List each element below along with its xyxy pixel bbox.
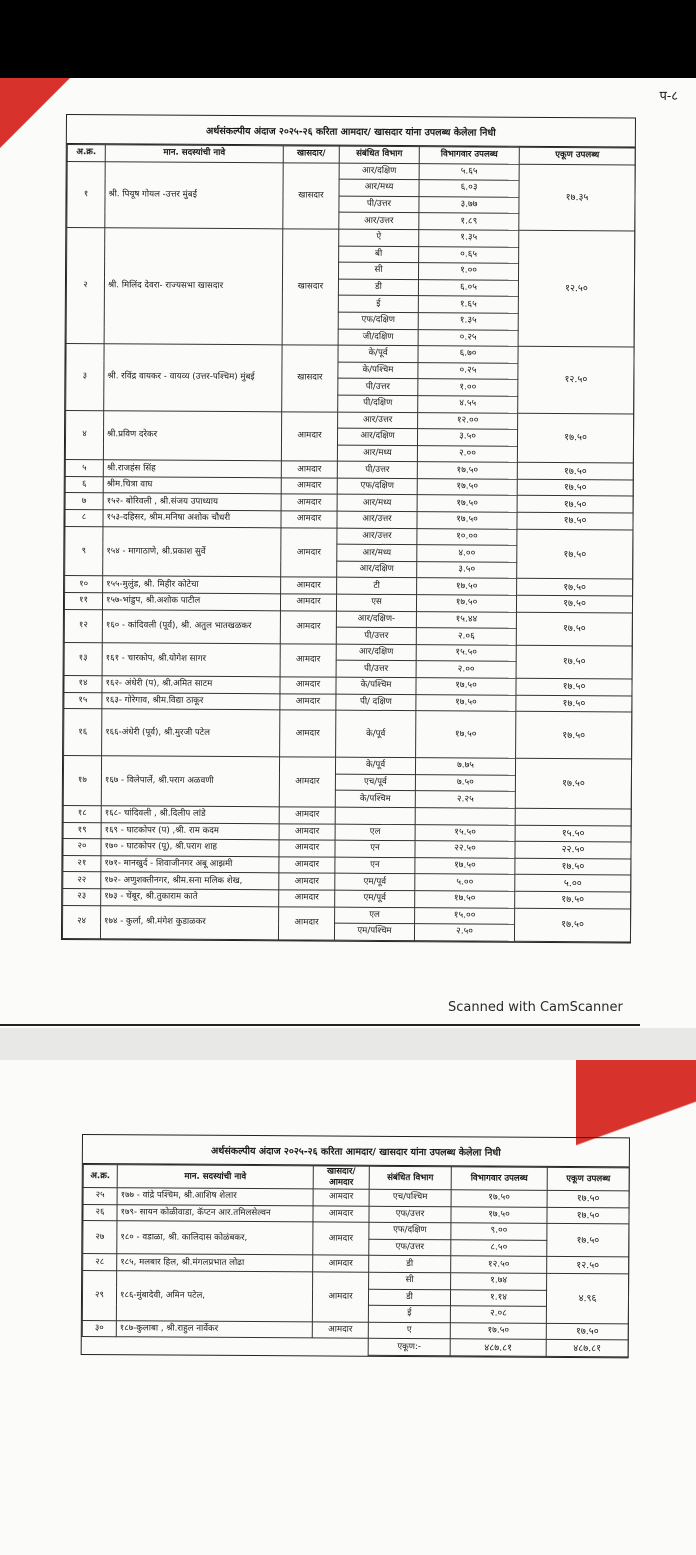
- dept-cell: डी: [338, 279, 418, 296]
- member-total: १२.५०: [547, 1257, 629, 1274]
- dept-cell: एल: [335, 824, 415, 841]
- dept-cell: ई: [338, 296, 418, 313]
- dept-cell: सी: [369, 1272, 451, 1289]
- member-sr: २२: [63, 872, 101, 889]
- member-type: आमदार: [280, 677, 336, 694]
- member-name: १७७ - वांद्रे पश्चिम, श्री.आशिष शेलार: [117, 1188, 313, 1206]
- member-total: १७.५०: [516, 645, 632, 679]
- wardwise-amount: २२.५०: [415, 841, 515, 858]
- member-total: ५.००: [515, 875, 631, 892]
- member-name: १७३ - चेंबूर, श्री.तुकाराम काते: [101, 889, 279, 907]
- wardwise-amount: २.०८: [450, 1306, 546, 1323]
- member-name: १५३-दहिसर, श्रीम.मनिषा अशोक चौधरी: [103, 510, 281, 528]
- wardwise-amount: १.३५: [418, 313, 518, 330]
- member-name: १८६-मुंबादेवी, अमिन पटेल,: [116, 1271, 312, 1322]
- member-sr: ७: [65, 493, 103, 510]
- member-sr: २९: [82, 1270, 116, 1320]
- scanned-page-2: [0, 1060, 696, 1555]
- dept-cell: एन: [335, 857, 415, 874]
- dept-cell: बी: [339, 246, 419, 263]
- dept-cell: आर/मध्य: [339, 179, 419, 196]
- member-total: १७.५०: [515, 758, 631, 808]
- table-row: [67, 227, 635, 247]
- member-type: आमदार: [281, 577, 337, 594]
- table-row: [65, 526, 633, 546]
- member-name: श्री. रविंद्र वायकर - वायव्य (उत्तर-पश्चिम) मुंबई: [104, 344, 282, 411]
- dept-cell: एच/पूर्व: [335, 774, 415, 791]
- wardwise-amount: २.२५: [415, 791, 515, 808]
- member-sr: १९: [63, 822, 101, 839]
- member-sr: १३: [64, 642, 102, 675]
- dept-cell: ए: [368, 1322, 450, 1339]
- member-total: १७.५०: [517, 463, 633, 480]
- dept-cell: जी/दक्षिण: [338, 329, 418, 346]
- wardwise-amount: २.०६: [416, 628, 516, 645]
- member-total: २२.५०: [515, 841, 631, 858]
- header-type: खासदार/: [283, 146, 339, 163]
- member-total: १२.५०: [518, 346, 634, 413]
- dept-cell: पी/उत्तर: [339, 196, 419, 213]
- member-type: आमदार: [313, 1255, 369, 1272]
- member-type: आमदार: [280, 594, 336, 611]
- member-name: १५७-भांडुप, श्री.अशोक पाटील: [102, 593, 280, 611]
- wardwise-amount: ०.२५: [418, 362, 518, 379]
- member-total: १७.५०: [516, 612, 632, 646]
- dept-cell: डी: [369, 1256, 451, 1273]
- member-type: खासदार: [282, 345, 338, 412]
- table-row: [64, 609, 632, 629]
- member-name: १६० - कांदिवली (पूर्व), श्री. अतुल भातखळकर: [102, 609, 280, 643]
- table-row: [67, 161, 635, 181]
- document-title: अर्थसंकल्पीय अंदाज २०२५-२६ करिता आमदार/ खासदार यांना उपलब्ध केलेला निधी: [67, 115, 635, 147]
- header-wardwise: विभागवार उपलब्ध: [419, 147, 519, 164]
- member-sr: ६: [65, 476, 103, 493]
- dept-cell: एम/पश्चिम: [334, 923, 414, 940]
- member-type: आमदार: [279, 757, 335, 807]
- camscanner-watermark: Scanned with CamScanner: [448, 1000, 623, 1015]
- header-dept: संबंधित विभाग: [339, 146, 419, 163]
- member-type: आमदार: [279, 807, 335, 824]
- member-sr: ४: [65, 410, 103, 460]
- wardwise-amount: १२.००: [418, 412, 518, 429]
- table-row: [83, 1221, 629, 1241]
- dept-cell: के/पूर्व: [338, 345, 418, 362]
- member-type: आमदार: [279, 823, 335, 840]
- member-name: १६३- गोरेगाव, श्रीम.विद्या ठाकूर: [102, 692, 280, 710]
- dept-cell: आर/दक्षिण: [337, 561, 417, 578]
- member-sr: २३: [63, 888, 101, 905]
- member-sr: १७: [63, 756, 101, 806]
- header-total: एकूण उपलब्ध: [547, 1167, 629, 1191]
- member-total: ४.९६: [546, 1273, 628, 1323]
- member-type: आमदार: [313, 1206, 369, 1223]
- member-total: १७.५०: [547, 1190, 629, 1207]
- member-sr: १५: [64, 692, 102, 709]
- member-total: १७.५०: [547, 1224, 629, 1258]
- dept-cell: आर/दक्षिण-: [336, 611, 416, 628]
- member-total: १७.५०: [517, 479, 633, 496]
- grand-total-row: [82, 1337, 628, 1357]
- member-type: आमदार: [313, 1222, 369, 1256]
- member-name: श्रीम.चित्रा वाघ: [103, 477, 281, 495]
- table-row: [63, 905, 631, 925]
- member-total: १७.५०: [517, 512, 633, 529]
- dept-cell: एफ/दक्षिण: [337, 478, 417, 495]
- dept-cell: एम/पूर्व: [335, 890, 415, 907]
- wardwise-amount: २.५०: [414, 924, 514, 941]
- member-name: १७१- मानखुर्द - शिवाजीनगर अबू आझमी: [101, 855, 279, 873]
- wardwise-amount: १५.००: [415, 907, 515, 924]
- dept-cell: पी/उत्तर: [337, 461, 417, 478]
- wardwise-amount: ३.५०: [417, 429, 517, 446]
- member-total: १७.५०: [517, 496, 633, 513]
- member-type: आमदार: [312, 1272, 368, 1322]
- member-sr: १४: [64, 675, 102, 692]
- member-total: १५.५०: [515, 825, 631, 842]
- wardwise-amount: २.००: [416, 661, 516, 678]
- member-sr: ९: [65, 526, 103, 576]
- header-total: एकूण उपलब्ध: [519, 147, 635, 164]
- member-type: आमदार: [280, 610, 336, 644]
- member-total: १७.५०: [516, 711, 632, 759]
- member-sr: १०: [65, 576, 103, 593]
- dept-cell: के/पश्चिम: [335, 791, 415, 808]
- dept-cell: आर/उत्तर: [339, 213, 419, 230]
- member-type: खासदार: [283, 162, 339, 229]
- member-sr: २६: [83, 1204, 117, 1221]
- wardwise-amount: १७.५०: [451, 1206, 547, 1223]
- dept-cell: ऐ: [339, 229, 419, 246]
- member-name: १८० - वडाळा, श्री. कालिदास कोळंबकर,: [117, 1221, 313, 1255]
- wardwise-amount: ४.५५: [418, 396, 518, 413]
- member-sr: १२: [64, 609, 102, 642]
- wardwise-amount: ६.७०: [418, 346, 518, 363]
- member-sr: २०: [63, 839, 101, 856]
- wardwise-amount: ६.०३: [419, 180, 519, 197]
- divider-line: [0, 1024, 640, 1026]
- scanned-page-1: [0, 78, 696, 1028]
- wardwise-amount: १७.५०: [417, 578, 517, 595]
- member-type: आमदार: [281, 527, 337, 577]
- table-row: [66, 410, 634, 430]
- wardwise-amount: १५.५०: [415, 824, 515, 841]
- member-sr: १८: [63, 805, 101, 822]
- member-name: श्री.प्रविण दरेकर: [103, 410, 281, 461]
- dept-cell: एच/पश्चिम: [369, 1189, 451, 1206]
- dept-cell: के/पूर्व: [335, 757, 415, 774]
- member-name: १५५-मुलुंड, श्री. मिहीर कोटेचा: [103, 576, 281, 594]
- member-type: आमदार: [312, 1322, 368, 1339]
- document-title: अर्थसंकल्पीय अंदाज २०२५-२६ करिता आमदार/ खासदार यांना उपलब्ध केलेला निधी: [83, 1135, 629, 1167]
- member-total: १७.५०: [514, 908, 630, 942]
- wardwise-amount: ७.७५: [415, 758, 515, 775]
- wardwise-amount: १२.५०: [451, 1256, 547, 1273]
- dept-cell: आर/उत्तर: [337, 511, 417, 528]
- member-name: १७९- सायन कोळीवाडा, कॅप्टन आर.तमिलसेल्वन: [117, 1204, 313, 1222]
- red-corner-decoration: [0, 78, 70, 148]
- member-sr: ११: [64, 593, 102, 610]
- member-type: आमदार: [280, 710, 336, 757]
- wardwise-amount: [415, 808, 515, 825]
- dept-cell: एस: [336, 594, 416, 611]
- member-sr: १: [67, 161, 105, 228]
- table-row: [66, 344, 634, 364]
- member-name: १५४ - मागाठाणे, श्री.प्रकाश सुर्वे: [103, 526, 281, 577]
- wardwise-amount: १.००: [418, 263, 518, 280]
- member-name: १६१ - चारकोप, श्री.योगेश सागर: [102, 643, 280, 677]
- grand-total-value: ४८७.८१: [546, 1340, 628, 1357]
- wardwise-amount: १७.५०: [417, 495, 517, 512]
- dept-cell: पी/दक्षिण: [338, 395, 418, 412]
- member-type: आमदार: [313, 1189, 369, 1206]
- header-name: मान. सदस्यांची नावे: [117, 1165, 313, 1189]
- wardwise-amount: ७.५०: [415, 774, 515, 791]
- dept-cell: टी: [337, 578, 417, 595]
- member-total: १७.५०: [517, 529, 633, 579]
- wardwise-amount: ५.६५: [419, 163, 519, 180]
- member-sr: ३: [66, 344, 104, 411]
- header-type: खासदार/ आमदार: [313, 1166, 369, 1189]
- dept-cell: [335, 807, 415, 824]
- dept-cell: सी: [338, 262, 418, 279]
- dept-cell: पी/उत्तर: [336, 661, 416, 678]
- wardwise-amount: ४.००: [417, 545, 517, 562]
- wardwise-amount: १७.५०: [417, 512, 517, 529]
- table-row: [83, 1270, 629, 1290]
- dept-cell: एम/पूर्व: [335, 874, 415, 891]
- member-name: १७२- अणुशक्तीनगर, श्रीम.सना मलिक शेख,: [101, 872, 279, 890]
- dept-cell: ई: [368, 1305, 450, 1322]
- member-type: आमदार: [281, 511, 337, 528]
- dept-cell: के/पश्चिम: [338, 362, 418, 379]
- fund-table-2: [82, 1164, 630, 1357]
- dept-cell: आर/दक्षिण: [337, 428, 417, 445]
- member-total: १२.५०: [518, 230, 635, 347]
- wardwise-amount: १०.००: [417, 528, 517, 545]
- member-type: आमदार: [279, 857, 335, 874]
- member-sr: ५: [65, 460, 103, 477]
- member-total: १७.५०: [517, 579, 633, 596]
- header-wardwise: विभागवार उपलब्ध: [451, 1167, 547, 1191]
- wardwise-amount: ०.२५: [418, 329, 518, 346]
- member-sr: २५: [83, 1188, 117, 1205]
- member-name: १६८- चांदिवली , श्री.दिलीप लांडे: [101, 806, 279, 824]
- wardwise-amount: १७.५०: [417, 479, 517, 496]
- dept-cell: आर/दक्षिण: [336, 644, 416, 661]
- member-name: १६७ - विलेपार्ले, श्री.पराग अळवणी: [101, 756, 279, 807]
- dept-cell: आर/मध्य: [337, 544, 417, 561]
- wardwise-amount: २.००: [417, 445, 517, 462]
- wardwise-amount: १७.५०: [417, 462, 517, 479]
- member-sr: २१: [63, 855, 101, 872]
- fund-table-document-1: [61, 114, 636, 943]
- member-total: १७.५०: [516, 595, 632, 612]
- table-row: [63, 756, 631, 776]
- member-type: आमदार: [279, 840, 335, 857]
- dept-cell: एफ/दक्षिण: [369, 1222, 451, 1239]
- grand-total-wardwise: ४८७.८१: [450, 1339, 546, 1356]
- table-row: [64, 642, 632, 662]
- top-black-bar: [0, 0, 696, 78]
- wardwise-amount: ८.५०: [451, 1240, 547, 1257]
- wardwise-amount: १७.५०: [450, 1323, 546, 1340]
- member-total: १७.५०: [515, 891, 631, 908]
- wardwise-amount: १.८९: [419, 213, 519, 230]
- member-type: खासदार: [282, 229, 339, 345]
- member-sr: १६: [64, 709, 102, 756]
- member-total: १७.५०: [516, 695, 632, 712]
- wardwise-amount: १.७४: [451, 1273, 547, 1290]
- member-total: १७.५०: [516, 678, 632, 695]
- member-sr: ३०: [82, 1320, 116, 1337]
- member-sr: २४: [62, 905, 100, 938]
- wardwise-amount: १.६५: [418, 296, 518, 313]
- member-name: १५२- बोरिवली , श्री.संजय उपाध्याय: [103, 493, 281, 511]
- member-name: श्री. पियूष गोयल -उत्तर मुंबई: [105, 161, 283, 228]
- member-type: आमदार: [280, 644, 336, 678]
- header-sr: अ.क्र.: [83, 1165, 117, 1188]
- wardwise-amount: ३.७७: [419, 196, 519, 213]
- wardwise-amount: ५.००: [415, 874, 515, 891]
- member-name: १८५, मलबार हिल, श्री.मंगलप्रभात लोढा: [117, 1254, 313, 1272]
- dept-cell: एफ/उत्तर: [369, 1239, 451, 1256]
- wardwise-amount: १७.५०: [416, 678, 516, 695]
- dept-cell: आर/उत्तर: [337, 528, 417, 545]
- wardwise-amount: १.००: [418, 379, 518, 396]
- grand-total-label: एकूण:-: [368, 1339, 450, 1356]
- header-sr: अ.क्र.: [67, 145, 105, 162]
- member-sr: २८: [83, 1254, 117, 1271]
- wardwise-amount: १७.५०: [416, 595, 516, 612]
- member-type: आमदार: [281, 411, 337, 461]
- page-label: प-८: [659, 89, 678, 104]
- dept-cell: के/पूर्व: [336, 710, 416, 757]
- wardwise-amount: १७.५०: [415, 857, 515, 874]
- wardwise-amount: १७.५०: [451, 1190, 547, 1207]
- dept-cell: आर/मध्य: [337, 445, 417, 462]
- wardwise-amount: ०.६५: [419, 246, 519, 263]
- wardwise-amount: ९.००: [451, 1223, 547, 1240]
- member-total: १७.३५: [519, 164, 635, 231]
- member-name: १७० - घाटकोपर (पू), श्री.पराग शाह: [101, 839, 279, 857]
- member-name: १७४ - कुर्ला, श्री.मंगेश कुडाळकर: [100, 905, 278, 939]
- member-type: आमदार: [278, 906, 334, 940]
- dept-cell: पी/ दक्षिण: [336, 694, 416, 711]
- wardwise-amount: ६.०५: [418, 279, 518, 296]
- member-name: श्री.राजहंस सिंह: [103, 460, 281, 478]
- wardwise-amount: १७.५०: [415, 891, 515, 908]
- wardwise-amount: १.३५: [419, 230, 519, 247]
- wardwise-amount: ३.५०: [417, 561, 517, 578]
- member-type: आमदार: [281, 494, 337, 511]
- header-dept: संबंधित विभाग: [369, 1166, 451, 1190]
- wardwise-amount: १.१४: [450, 1289, 546, 1306]
- member-type: आमदार: [281, 461, 337, 478]
- member-name: १६२- अंधेरी (प), श्री.अमित साटम: [102, 676, 280, 694]
- member-type: आमदार: [280, 693, 336, 710]
- fund-table-1: [62, 144, 636, 942]
- member-sr: २: [66, 227, 105, 343]
- member-type: आमदार: [279, 873, 335, 890]
- member-type: आमदार: [279, 890, 335, 907]
- fund-table-document-2: [81, 1134, 630, 1358]
- member-total: १७.५०: [515, 858, 631, 875]
- member-total: १७.५०: [546, 1323, 628, 1340]
- wardwise-amount: १५.५०: [416, 644, 516, 661]
- member-type: आमदार: [281, 478, 337, 495]
- member-total: १७.५०: [547, 1207, 629, 1224]
- dept-cell: एफ/उत्तर: [369, 1206, 451, 1223]
- dept-cell: के/पश्चिम: [336, 677, 416, 694]
- wardwise-amount: १७.५०: [416, 711, 516, 759]
- member-name: १६६-अंधेरी (पूर्व), श्री.मुरजी पटेल: [102, 709, 280, 757]
- dept-cell: डी: [368, 1289, 450, 1306]
- member-total: [515, 808, 631, 825]
- member-total: १७.५०: [517, 413, 633, 463]
- page-gap: [0, 1028, 696, 1060]
- dept-cell: एन: [335, 840, 415, 857]
- dept-cell: एल: [335, 907, 415, 924]
- member-name: १६९ - घाटकोपर (प) ,श्री. राम कदम: [101, 822, 279, 840]
- dept-cell: आर/उत्तर: [338, 412, 418, 429]
- table-row: [64, 709, 632, 759]
- header-name: मान. सदस्यांची नावे: [105, 145, 283, 163]
- member-name: १८७-कुलाबा , श्री.राहुल नार्वेकर: [116, 1320, 312, 1338]
- wardwise-amount: १५.४४: [416, 611, 516, 628]
- dept-cell: एफ/दक्षिण: [338, 312, 418, 329]
- member-sr: ८: [65, 510, 103, 527]
- member-sr: २७: [83, 1221, 117, 1254]
- wardwise-amount: १७.५०: [416, 694, 516, 711]
- dept-cell: आर/मध्य: [337, 495, 417, 512]
- member-name: श्री. मिलिंद देवरा- राज्यसभा खासदार: [104, 228, 283, 345]
- dept-cell: पी/उत्तर: [338, 378, 418, 395]
- dept-cell: पी/उत्तर: [336, 627, 416, 644]
- dept-cell: आर/दक्षिण: [339, 163, 419, 180]
